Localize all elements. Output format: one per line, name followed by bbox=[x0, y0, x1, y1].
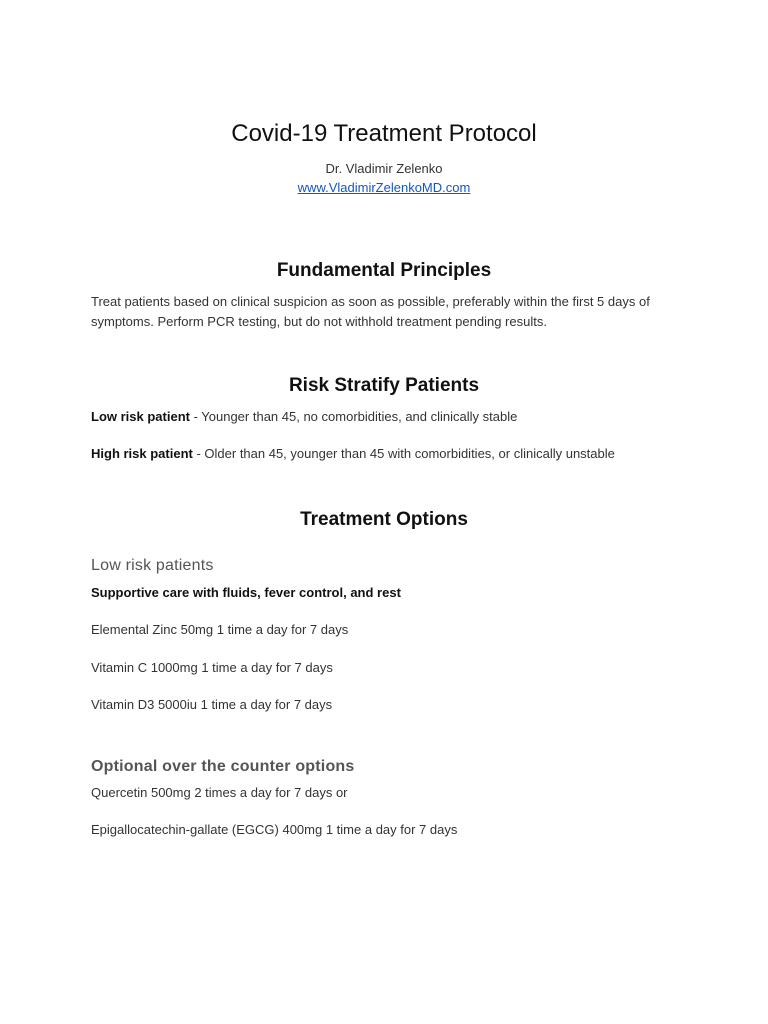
website-line bbox=[0, 179, 768, 197]
high-risk-text: - Older than 45, younger than 45 with comorbidities, or clinically unstable bbox=[192, 446, 615, 461]
otc-item-quercetin: Quercetin 500mg 2 times a day for 7 days or bbox=[91, 785, 348, 800]
low-risk-definition bbox=[91, 407, 681, 427]
low-risk-patients-subheading: Low risk patients bbox=[91, 557, 214, 574]
treatment-options-heading: Treatment Options bbox=[300, 509, 468, 530]
fundamental-principles-heading: Fundamental Principles bbox=[276, 260, 492, 281]
fundamental-principles-paragraph: Treat patients based on clinical suspicion as soon as possible, preferably within the first 5 days of symptoms. Perform PCR testing, but do not withhold treatment pending results. bbox=[91, 294, 650, 329]
treatment-item-vitamin-c: Vitamin C 1000mg 1 time a day for 7 days bbox=[91, 660, 333, 675]
website-link[interactable]: www.VladimirZelenkoMD.com bbox=[297, 180, 471, 195]
high-risk-definition bbox=[91, 444, 681, 464]
supportive-care-line: Supportive care with fluids, fever control, and rest bbox=[91, 585, 401, 600]
low-risk-text: - Younger than 45, no comorbidities, and clinically stable bbox=[189, 409, 518, 424]
otc-item-egcg: Epigallocatechin-gallate (EGCG) 400mg 1 time a day for 7 days bbox=[91, 822, 458, 837]
risk-stratify-heading: Risk Stratify Patients bbox=[288, 375, 480, 396]
treatment-item-zinc: Elemental Zinc 50mg 1 time a day for 7 days bbox=[91, 622, 349, 637]
author-name: Dr. Vladimir Zelenko bbox=[325, 161, 443, 176]
high-risk-label: High risk patient bbox=[91, 446, 193, 461]
treatment-item-vitamin-d3: Vitamin D3 5000iu 1 time a day for 7 days bbox=[91, 697, 333, 712]
otc-options-subheading: Optional over the counter options bbox=[91, 758, 355, 775]
document-title: Covid-19 Treatment Protocol bbox=[231, 120, 537, 147]
low-risk-label: Low risk patient bbox=[91, 409, 190, 424]
